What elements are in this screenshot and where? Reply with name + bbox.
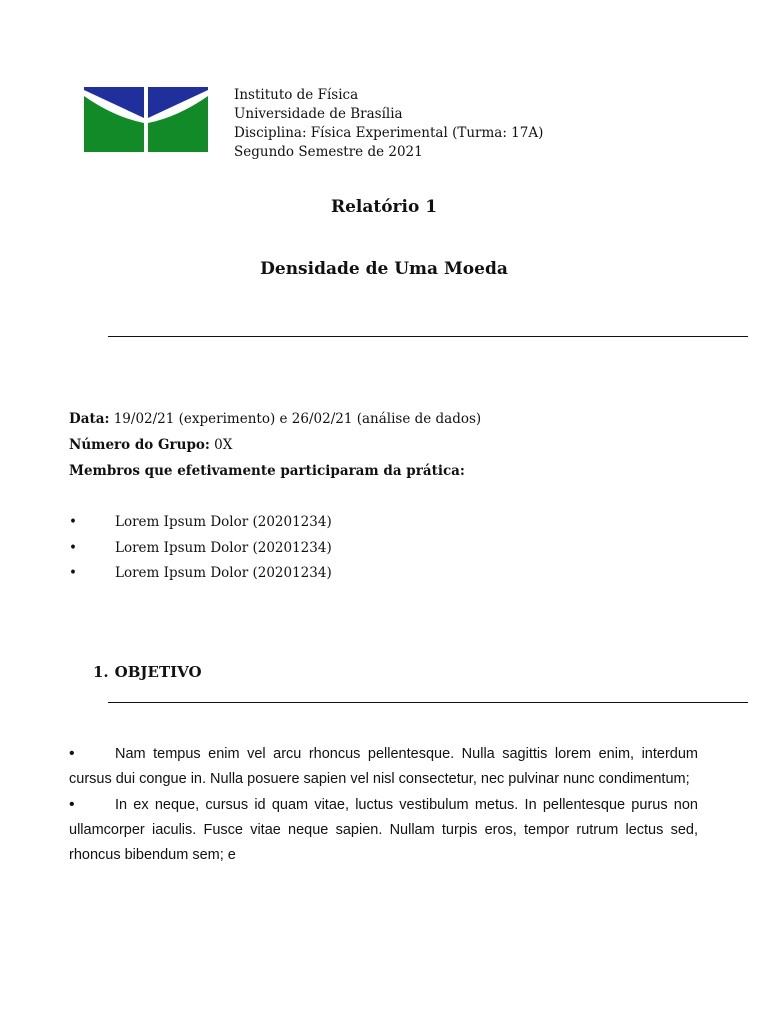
member-name: Lorem Ipsum Dolor (20201234) [115, 565, 332, 581]
members-row [69, 458, 481, 484]
report-subtitle: Densidade de Uma Moeda [260, 259, 508, 279]
objective-paragraph [69, 741, 698, 792]
bullet: • [69, 539, 77, 556]
list-item [69, 561, 332, 587]
institution-line: Segundo Semestre de 2021 [234, 144, 423, 160]
list-item [69, 510, 332, 536]
paragraph-text: Nam tempus enim vel arcu rhoncus pellentesque. Nulla sagittis lorem enim, interdum cursus dui congue in. Nulla posuere sapien vel nisl consectetur, nec pulvinar nunc condimentum; [69, 746, 698, 787]
institution-line: Instituto de Física [234, 87, 359, 103]
report-meta [69, 406, 481, 484]
section-title: OBJETIVO [114, 663, 202, 681]
bullet: • [69, 514, 77, 530]
member-name: Lorem Ipsum Dolor (20201234) [115, 514, 332, 530]
group-label: Número do Grupo: [69, 437, 210, 453]
university-logo [84, 87, 208, 152]
section-heading [93, 663, 202, 681]
members-label: Membros que efetivamente participaram da prática: [69, 463, 465, 479]
date-row [69, 406, 481, 432]
group-value: 0X [209, 437, 233, 453]
member-name: Lorem Ipsum Dolor (20201234) [115, 539, 332, 556]
institution-header [234, 86, 543, 162]
objective-paragraph [69, 792, 698, 868]
section-number: 1. [93, 663, 109, 681]
institution-line: Disciplina: Física Experimental (Turma: 17A) [234, 125, 544, 141]
institution-line: Universidade de Brasília [234, 106, 403, 122]
members-list [69, 510, 332, 587]
title-divider [108, 336, 748, 337]
objective-body [69, 741, 698, 868]
date-value: 19/02/21 (experimento) e 26/02/21 (análise de dados) [109, 411, 482, 427]
paragraph-text: In ex neque, cursus id quam vitae, luctus vestibulum metus. In pellentesque purus non ullamcorper iaculis. Fusce vitae neque sapien. Nullam turpis eros, tempor rutrum lectus sed, rhoncus bibendum sem; e [69, 797, 698, 863]
list-item [69, 536, 332, 562]
bullet: • [69, 745, 75, 762]
bullet: • [69, 796, 75, 813]
report-title: Relatório 1 [330, 197, 438, 217]
section-divider [108, 702, 748, 703]
bullet: • [69, 565, 77, 581]
date-label: Data: [69, 411, 110, 427]
group-row [69, 432, 481, 458]
